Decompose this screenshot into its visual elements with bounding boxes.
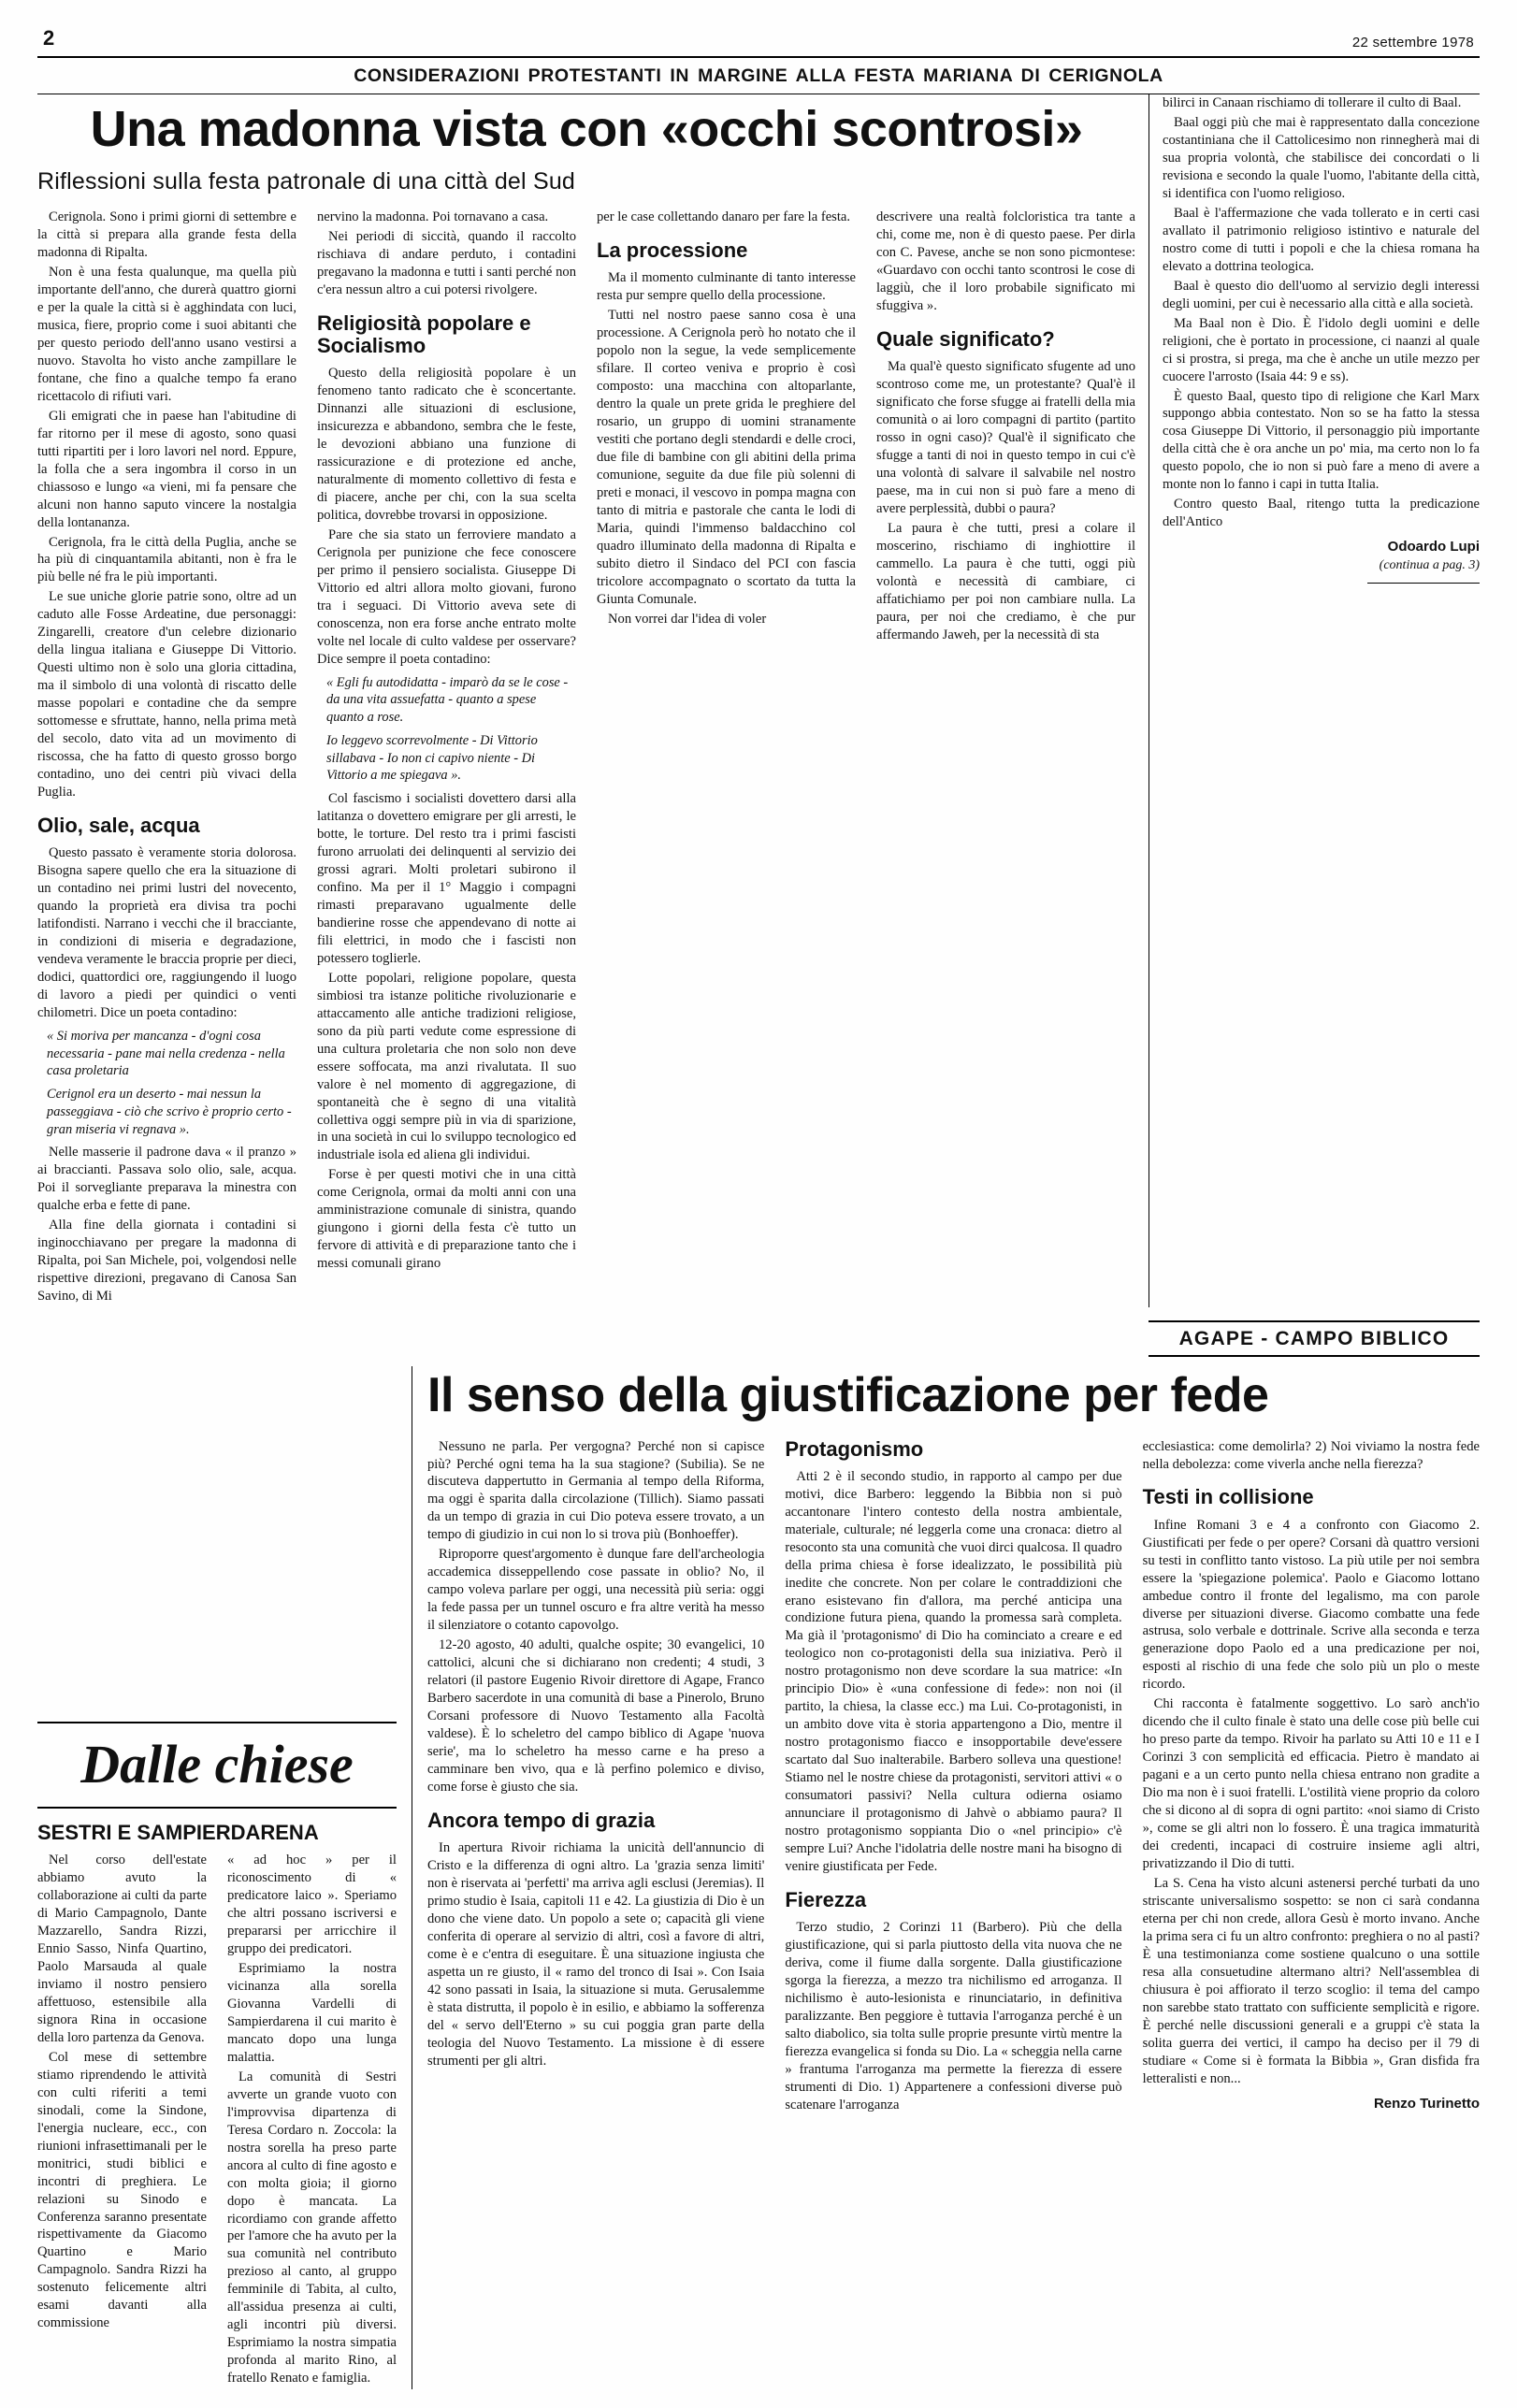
- paragraph: Col mese di settembre stiamo riprendendo le attività con culti riferiti a temi sinodali, come la Sindone, l'energia nucleare, ecc., con riunioni infrasettimanali per le monitrici, studi biblici e incontri di preghiera. Le relazioni su Sinodo e Conferenza saranno presentate rispettivamente da Giacomo Quartino e Mario Campagnolo. Sandra Rizzi ha sostenuto felicemente altri esami davanti alla commissione: [37, 2049, 207, 2331]
- article2-headline: Il senso della giustificazione per fede: [427, 1367, 1269, 1422]
- article1-col-3: [597, 209, 856, 1307]
- paragraph: Atti 2 è il secondo studio, in rapporto al campo per due motivi, dice Barbero: leggendo la Bibbia non si può accantonare l'intero contesto della nostra ambientale, materiale, culturale; né leggerla come una cronaca: dietro al resoconto sta una comunità che vuoi dirci qualcosa. Il quadro della prima chiesa è forse idealizzato, le possibilità più inedite che concrete. Non per colare le contraddizioni che erano esistevano fin d'allora, ma perché anticipa una condizione futura piena, quando la promessa sarà completa. Ma già il 'protagonismo' di Dio ha cominciato a creare e ed teologico non co-protagonisti della sua iniziativa. Però il nostro protagonismo non deve scordare la sua matrice: «In principio Dio» è «una confessione di fede»: non noi (il partito, la chiesa, la classe ecc.) ma Lui. Co-protagonisti, in un ambito dove vita è storia appartengono a Dio, mentre il nostro protagonismo fiacco e insopportabile deve'essere scartato dal Suo inalterabile. Barbero solleva una questione! Stiamo nel le nostre chiese da protagonisti, servitori attivi « o consumatori passivi? Nella cultura odierna osiamo annunciare il protagonismo di Jahvè o abbiamo paura? Il nostro protagonismo soppianta Dio o «nel principio» c'è sempre Lui? Anche l'idolatria delle nostre mani ha bisogno di venire giustificata per Fede.: [785, 1468, 1122, 1875]
- section-divider: [1367, 583, 1480, 584]
- paragraph: Esprimiamo la nostra vicinanza alla sorella Giovanna Vardelli di Sampierdarena il cui marito è mancato dopo una lunga malattia.: [227, 1960, 397, 2065]
- page-number: 2: [43, 26, 55, 50]
- paragraph: Nei periodi di siccità, quando il raccolto rischiava di andare perduto, i contadini pregavano la madonna e tutti i santi perché non c'era nessun altro a cui potersi rivolgere.: [317, 229, 576, 297]
- article2-col-1: [427, 1438, 764, 2116]
- dalle-chiese-block: [37, 1366, 412, 2389]
- verse-quote: « Egli fu autodidatta - imparò da se le cose - da una vita assuefatta - quanto a spese quanto a rose.: [326, 674, 569, 726]
- paragraph: Baal oggi più che mai è rappresentato dalla concezione costantiniana che il Cattolicesimo non rinnegherà mai di sua propria volontà, che stabilisce dei concordati o li revisiona e secondo la quale l'uomo, l'abitante della città, si identifica con l'uomo religioso.: [1163, 114, 1480, 201]
- section-heading-ancora: Ancora tempo di grazia: [427, 1808, 656, 1832]
- paragraph: La S. Cena ha visto alcuni astenersi perché turbati da uno striscante universalismo sospetto: se non ci sarà condanna eterna per chi non crede, allora Gesù è morto invano. Anche la prima sera ci fu un altro confronto: preghiera o no al pasti? È una testimonianza come sostiene qualcuno o una sottile resa alla consuetudine altermano altri? Nell'assemblea di chiusura è poi affiorato il terzo scoglio: il tema del campo non sarebbe stato trattato con sufficiente semplicità e rigore. È perché nelle discussioni generali e a gruppi c'è stata la solita guerra dei vertici, il campo ha deciso per il 79 di studiare « Come si è formata la Bibbia », Gran disfida fra letteralisti e non...: [1142, 1876, 1480, 2086]
- article1-col-4: [876, 209, 1135, 1307]
- paragraph: per le case collettando danaro per fare la festa.: [597, 209, 851, 225]
- paragraph: bilirci in Canaan rischiamo di tollerare il culto di Baal.: [1163, 95, 1462, 110]
- paragraph: Forse è per questi motivi che in una città come Cerignola, ormai da molti anni con una amministrazione comunale di sinistra, quando giungono i giorni della festa c'è tutto un fervore di attività e di preparazione tanto che i messi comunali girano: [317, 1167, 576, 1272]
- paragraph: Questo della religiosità popolare è un fenomeno tanto radicato che è sconcertante. Dinnanzi alle situazioni di esclusione, insicurezza e abbandono, sembra che le feste, le devozioni abbiano una funzione di rassicurazione e di protezione ed anche, naturalmente di momento collettivo di festa e di piacere, anche per chi, con la sua scelta politica, dovrebbe trovarsi in opposizione.: [317, 366, 576, 524]
- paragraph: Alla fine della giornata i contadini si inginocchiavano per pregare la madonna di Ripalta, poi San Michele, poi, volgendosi nelle rispettive direzioni, pregavano di Canosa San Savino, di Mi: [37, 1218, 296, 1304]
- dalle-chiese-col-1: [37, 1852, 207, 2389]
- dalle-chiese-columns: [37, 1852, 397, 2389]
- verse-quote: Io leggevo scorrevolmente - Di Vittorio sillabava - Io non ci capivo niente - Di Vittorio a me spiegava ».: [326, 732, 538, 784]
- paragraph: Terzo studio, 2 Corinzi 11 (Barbero). Più che della giustificazione, qui si parla piuttosto della vita nuova che ne deriva, come il fiume dalla sorgente. Dalla giustificazione sgorga la fierezza, a mezzo tra nichilismo ed arroganza. Il nichilismo è auto-lesionista e rinunciatario, in definitiva paralizzante. Ben peggiore è tuttavia l'arroganza perché è un salto diabolico, sia tolta sulle proprie presunte virtù mentre la fierezza evangelica si fonda su Dio. La « scheggia nella carne » frantuma l'arroganza ma permette la fierezza di essere strumenti di Dio. 1) Appartenere a confessioni diverse può scatenare l'arroganza: [785, 1920, 1122, 2112]
- paragraph: È questo Baal, questo tipo di religione che Karl Marx suppongo abbia contestato. Non so se ha fatto la stessa cosa Giuseppe Di Vittorio, il personaggio più importante della città che è ora anche un po' mia, ma certo non lo fa questo popolo, che io non si può fare a meno di avere a monte non lo fanno i capi in tutta Italia.: [1163, 388, 1480, 493]
- paragraph: Col fascismo i socialisti dovettero darsi alla latitanza o dovettero emigrare per gli arresti, le botte, le torture. Del resto tra i primi fascisti furono arruolati dei delinquenti al servizio dei grossi agrari. Molti proletari subirono il confino. Ma per il 1° Maggio i compagni rimasti preparavano ugualmente delle bandierine rosse che appendevano di notte ai fili elettrici, in modo che i fascisti non potessero toglierle.: [317, 791, 576, 966]
- paragraph: Contro questo Baal, ritengo tutta la predicazione dell'Antico: [1163, 497, 1480, 530]
- paragraph: ecclesiastica: come demolirla? 2) Noi viviamo la nostra fede nella debolezza: come viverla anche nella fierezza?: [1142, 1438, 1480, 1472]
- section-heading-olio: Olio, sale, acqua: [37, 814, 200, 838]
- paragraph: Non vorrei dar l'idea di voler: [608, 611, 767, 627]
- agape-band-title: AGAPE - CAMPO BIBLICO: [1178, 1327, 1450, 1349]
- section-heading-fierezza: Fierezza: [785, 1888, 867, 1912]
- paragraph: nervino la madonna. Poi tornavano a casa.: [317, 209, 549, 225]
- paragraph: 12-20 agosto, 40 adulti, qualche ospite; 30 evangelici, 10 cattolici, alcuni che si dichiarano non credenti; 4 studi, 3 relatori (il pastore Eugenio Rivoir direttore di Agape, Franco Barbero sacerdote in una comunità di base a Pinerolo, Bruno Corsani professore di Nuovo Testamento alla Facoltà valdese). È lo scheletro del campo biblico di Agape 'nuova serie', ma lo scheletro ha messo carne e ha preso a camminare ben vivo, qua e là perfino polemico e diviso, come forse è giusto che sia.: [427, 1637, 765, 1795]
- paragraph: Nessuno ne parla. Per vergogna? Perché non si capisce più? Perché ogni tema ha la sua stagione? (Subilia). Se ne discuteva dappertutto in Germania al tempo della Riforma, ma oggi è sparita dalla circolazione (Tillich). Siamo passati da un tempo di grazia in cui Dio poteva essere trovato, a un tempo di giudizio in cui non lo si trova più (Bonhoeffer).: [427, 1438, 765, 1543]
- dalle-chiese-box: [37, 1722, 397, 1809]
- article2-col-3: [1143, 1438, 1480, 2116]
- paragraph: Ma qual'è questo significato sfugente ad uno scontroso come me, un protestante? Qual'è il significato che forse sfugge ai fratelli della mia comunità o ai loro compagni di partito (partito rosso in ogni caso)? Qual'è il significato che sfugge a tanti di noi in questo tempo in cui c'è una volontà di salvare il salvabile nel nostro paese, ma in cui non si può fare a meno di avere perplessità, dubbi o paura?: [876, 359, 1135, 516]
- top-section: [37, 94, 1480, 1307]
- article1-col-5: [1149, 94, 1480, 1307]
- paragraph: Pare che sia stato un ferroviere mandato a Cerignola per punizione che fece conoscere per primo il pensiero socialista. Giuseppe Di Vittorio ed altri allora molto giovani, furono tra i seguaci. Di Vittorio aveva sete di conoscenza, non era forse anche entrato molte volte nel locale di culto valdese per osservare? Dice sempre il poeta contadino:: [317, 527, 576, 667]
- paragraph: Ma Baal non è Dio. È l'idolo degli uomini e delle religioni, che è portato in processione, ci naanzi al quale ci si prostra, si prega, ma che è anche un utile mezzo per cuocere l'arrosto (Isaia 44: 9 e ss).: [1163, 315, 1480, 384]
- paragraph: Le sue uniche glorie patrie sono, oltre ad un caduto alle Fosse Ardeatine, due personaggi: Zingarelli, creatore d'un celebre dizionario della lingua italiana e Giuseppe Di Vittorio. Questi ultimo non è solo una gloria cittadina, ma il simbolo di una volontà di riscatto delle masse popolari e contadine che da sempre sottomesse e sfruttate, hanno, nella prima metà del secolo, dato vita ad un movimento di riscossa, che ha fatto di questo grosso borgo contadino, uno dei centri più vivaci della Puglia.: [37, 589, 296, 800]
- paragraph: In apertura Rivoir richiama la unicità dell'annuncio di Cristo e la differenza di ogni altro. La 'grazia senza limiti' non è riservata ai 'perfetti' ma arriva agli esclusi (Jeremias). Il primo studio è Isaia, capitoli 11 e 42. La giustizia di Dio è un dono che viene dato. Un popolo a sete o; capacità gli viene conferita di operare al servizio di altri, così a favore di altri, come è e c'entra di eseguitare. È una situazione ingiusta che aspetta un re giusto, il « ramo del tronco di Isai ». Con Isaia 42 sono passati in Isaia, la situazione si muta. Gerusalemme è stata distrutta, il popolo è in esilio, e abbiamo la sofferenza del « servo dell'Eterno » su cui poggia gran parte della teologia del Nuovo Testamento. La missione è di essere strumenti per gli altri.: [427, 1840, 765, 2069]
- paragraph: Ma il momento culminante di tanto interesse resta pur sempre quello della processione.: [597, 270, 856, 304]
- paragraph: Questo passato è veramente storia dolorosa. Bisogna sapere quello che era la situazione di un contadino nei primi lustri del novecento, quando la proprietà era divisa tra pochi latifondisti. Narrano i vecchi che il bracciante, in condizioni di miseria e degradazione, vendeva veramente le braccia proprie per dieci, dodici, quattordici ore, raggiungendo il luogo di lavoro a piedi per quindici o venti chilometri. Dice un poeta contadino:: [37, 845, 296, 1020]
- paragraph: Riproporre quest'argomento è dunque fare dell'archeologia accademica disseppellendo cose passate in oblio? No, il campo voleva parlare per oggi, una necessità più seria: oggi la fede passa per un tunnel oscuro e fra altre verità ha messo il silenziatore o cotanto capovolgo.: [427, 1547, 765, 1634]
- section-heading-significato: Quale significato?: [876, 326, 1055, 351]
- article1-columns: [37, 209, 1135, 1307]
- paragraph: La comunità di Sestri avverte un grande vuoto con l'improvvisa dipartenza di Teresa Cordaro n. Zoccola: la nostra sorella ha preso parte ancora al culto di fine agosto e con molta gioia; il giorno dopo è mancata. La ricordiamo con grande affetto per l'amore che ha avuto per la sua comunità nel contributo prezioso al canto, al gruppo femminile di Tabita, al culto, all'assidua presenza ai culti, agli incontri più diversi. Esprimiamo la nostra simpatia profonda al marito Rino, al fratello Renato e famiglia.: [227, 2069, 397, 2386]
- article1-body: [37, 94, 1149, 1307]
- article1-headline: Una madonna vista con «occhi scontrosi»: [90, 101, 1083, 157]
- paragraph: Gli emigrati che in paese han l'abitudine di far ritorno per il mese di agosto, sono quasi tutti ripartiti per i loro lavori nel nord. Eppure, la folla che a sera ingombra il corso in un chiassoso e lungo «a vieni, mi fa pensare che alcuni non hanno saputo vincere la nostalgia della lontananza.: [37, 408, 296, 530]
- agape-band: [1149, 1320, 1480, 1357]
- verse-quote: Cerignol era un deserto - mai nessun la passeggiava - ciò che scrivo è proprio certo - gran miseria vi regnava ».: [47, 1087, 292, 1137]
- article1-col-1: [37, 209, 296, 1307]
- paragraph: Baal è l'affermazione che vada tollerato e in certi casi avallato il patrimonio religioso istintivo e naturale del nostro come di tutti i popoli e che la chiesa romana ha elevato a dottrina teologica.: [1163, 205, 1480, 274]
- issue-date: 22 settembre 1978: [1351, 35, 1474, 50]
- paragraph: Cerignola. Sono i primi giorni di settembre e la città si prepara alla grande festa della madonna di Ripalta.: [37, 209, 296, 261]
- masthead: [37, 26, 1480, 54]
- section-heading-sestri: SESTRI E SAMPIERDARENA: [37, 1820, 319, 1844]
- article2-columns: [427, 1438, 1480, 2116]
- article1-continuation: (continua a pag. 3): [1379, 558, 1480, 573]
- paragraph: descrivere una realtà folcloristica tra tante a chi, come me, non è di questo paese. Per dirla con C. Pavese, anche se non sono picmontese: «Guardavo con occhi tanto scontrosi le cose di laggiù, che il loro probabile significato mi sfuggiva ».: [876, 209, 1135, 313]
- paragraph: « ad hoc » per il riconoscimento di « predicatore laico ». Speriamo che altri possano iscriversi e prepararsi per arricchire il gruppo dei predicatori.: [227, 1853, 397, 1956]
- lower-section: [37, 1366, 1480, 2389]
- paragraph: Non è una festa qualunque, ma quella più importante dell'anno, che durerà quattro giorni e per la quale la città si è agghindata con luci, musica, fiere, proprio come i suoi abitanti che per questo periodo dell'anno usano vestirsi a nuovo. Stavolta ho visto anche zampillare le fontane, che fino a qualche tempo fa erano ricettacolo di rifiuti vari.: [37, 264, 296, 404]
- section-heading-religiosita: Religiosità popolare e Socialismo: [317, 310, 531, 358]
- paragraph: La paura è che tutti, presi a colare il moscerino, rischiamo di inghiottire il cammello. La paura è che tutti, oggi più volontà e necessità di cambiare, ci affatichiamo per poi non cambiare nulla. La paura, per noi che crediamo, è che pur affermando Jaweh, per la necessità di sta: [876, 520, 1135, 642]
- article1-subhead: Riflessioni sulla festa patronale di una città del Sud: [37, 168, 576, 195]
- paragraph: Nel corso dell'estate abbiamo avuto la collaborazione ai culti da parte di Mario Campagnolo, Dante Mazzarello, Sandra Rizzi, Ennio Sasso, Ninfa Quartino, Paolo Marsauda al quale inviamo il nostro pensiero affettuoso, estensibile alla signora Rina in occasione della loro partenza da Genova.: [37, 1853, 207, 2045]
- paragraph: Baal è questo dio dell'uomo al servizio degli interessi degli uomini, per cui è necessario alla città e alla società.: [1163, 278, 1480, 311]
- section-heading-testi: Testi in collisione: [1142, 1485, 1314, 1509]
- article2-block: [412, 1366, 1480, 2389]
- dalle-chiese-col-2: [227, 1852, 397, 2389]
- verse-quote: « Si moriva per mancanza - d'ogni cosa necessaria - pane mai nella credenza - nella casa proletaria: [47, 1028, 285, 1079]
- paragraph: Chi racconta è fatalmente soggettivo. Lo sarò anch'io dicendo che il culto finale è stato una delle cose più belle cui ho preso parte da tempo. Rivoir ha parlato su Atti 10 e 11 e I Corinzi 3 con semplicità ed efficacia. Pietro è mandato ai pagani e a un certo punto nella chiesa entrano non gradite a Dio ma non è i suoi fratelli. L'ostilità viene proprio da coloro che si dicono al di sopra di ogni partito: «noi siamo di Cristo », come se gli altri non lo fossero. È una tragica immaturità dei credenti, incapaci di costruire insieme agli altri, privatizzando il Dio di tutti.: [1142, 1696, 1480, 1872]
- paragraph: Tutti nel nostro paese sanno cosa è una processione. A Cerignola però ho notato che il popolo non la segue, la vede semplicemente sfilare. Il corteo veniva e proprio è così composto: una macchina con altoparlante, dentro la quale un prete grida le preghiere del rosario, un gruppo di uomini stranamente vestiti che portano degli stendardi e delle croci, due file di bambine con gli abitini della prima comunione, seguite da due file più solenni di preti e monaci, il vescovo in pompa magna con tanto di mitria e pastorale che canta le lodi di Maria, quindi l'immenso baldacchino col quadro illuminato della madonna di Ripalta e subito dietro il Sindaco del PCI con fascia tricolore accompagnato o scortato da tutta la Giunta Comunale.: [597, 308, 856, 607]
- dalle-chiese-title: Dalle chiese: [80, 1733, 354, 1795]
- article2-signature: Renzo Turinetto: [1373, 2095, 1480, 2112]
- paragraph: Infine Romani 3 e 4 a confronto con Giacomo 2. Giustificati per fede o per opere? Corsani dà quattro versioni su testi in conflitto tanto vistoso. La più utile per noi sembra essere la 'spiegazione polemica'. Paolo e Giacomo lottano ambedue contro il fronte del legalismo, ma con parole diverse per situazioni diverse. Giacomo combatte una fede astrusa, solo verbale e dottrinale. Scrive alla seconda e terza generazione dopo Paolo ed a una predicazione per noi, esposti al rischio di una fede che solo più un plo o meste ricordo.: [1142, 1517, 1480, 1693]
- section-heading-protagonismo: Protagonismo: [785, 1436, 924, 1461]
- article1-col-2: [317, 209, 576, 1307]
- section-heading-processione: La processione: [597, 238, 748, 263]
- paragraph: Nelle masserie il padrone dava « il pranzo » ai braccianti. Passava solo olio, sale, acqua. Poi il sorvegliante preparava la minestra con qualche erba e fette di pane.: [37, 1145, 296, 1214]
- article2-col-2: [785, 1438, 1121, 2116]
- article1-signature: Odoardo Lupi: [1387, 539, 1480, 555]
- paragraph: Cerignola, fra le città della Puglia, anche se ha più di cinquantamila abitanti, non è fra le più belle né fra le più importanti.: [37, 534, 296, 585]
- paragraph: Lotte popolari, religione popolare, questa simbiosi tra istanze politiche rivoluzionarie e attaccamento alle antiche tradizioni religiose, sono da più parti vedute come espressione di una cultura proletaria che non solo non deve essere soffocata, ma anzi rivalutata. Il suo valore è nel momento di aggregazione, di spontaneità che è segno di una vitalità collettiva oggi sempre più in via di sparizione, in una società in cui lo sviluppo tecnologico ed industriale isola ed aliena gli individui.: [317, 970, 576, 1163]
- article-kicker: CONSIDERAZIONI PROTESTANTI IN MARGINE ALLA FESTA MARIANA DI CERIGNOLA: [354, 65, 1163, 86]
